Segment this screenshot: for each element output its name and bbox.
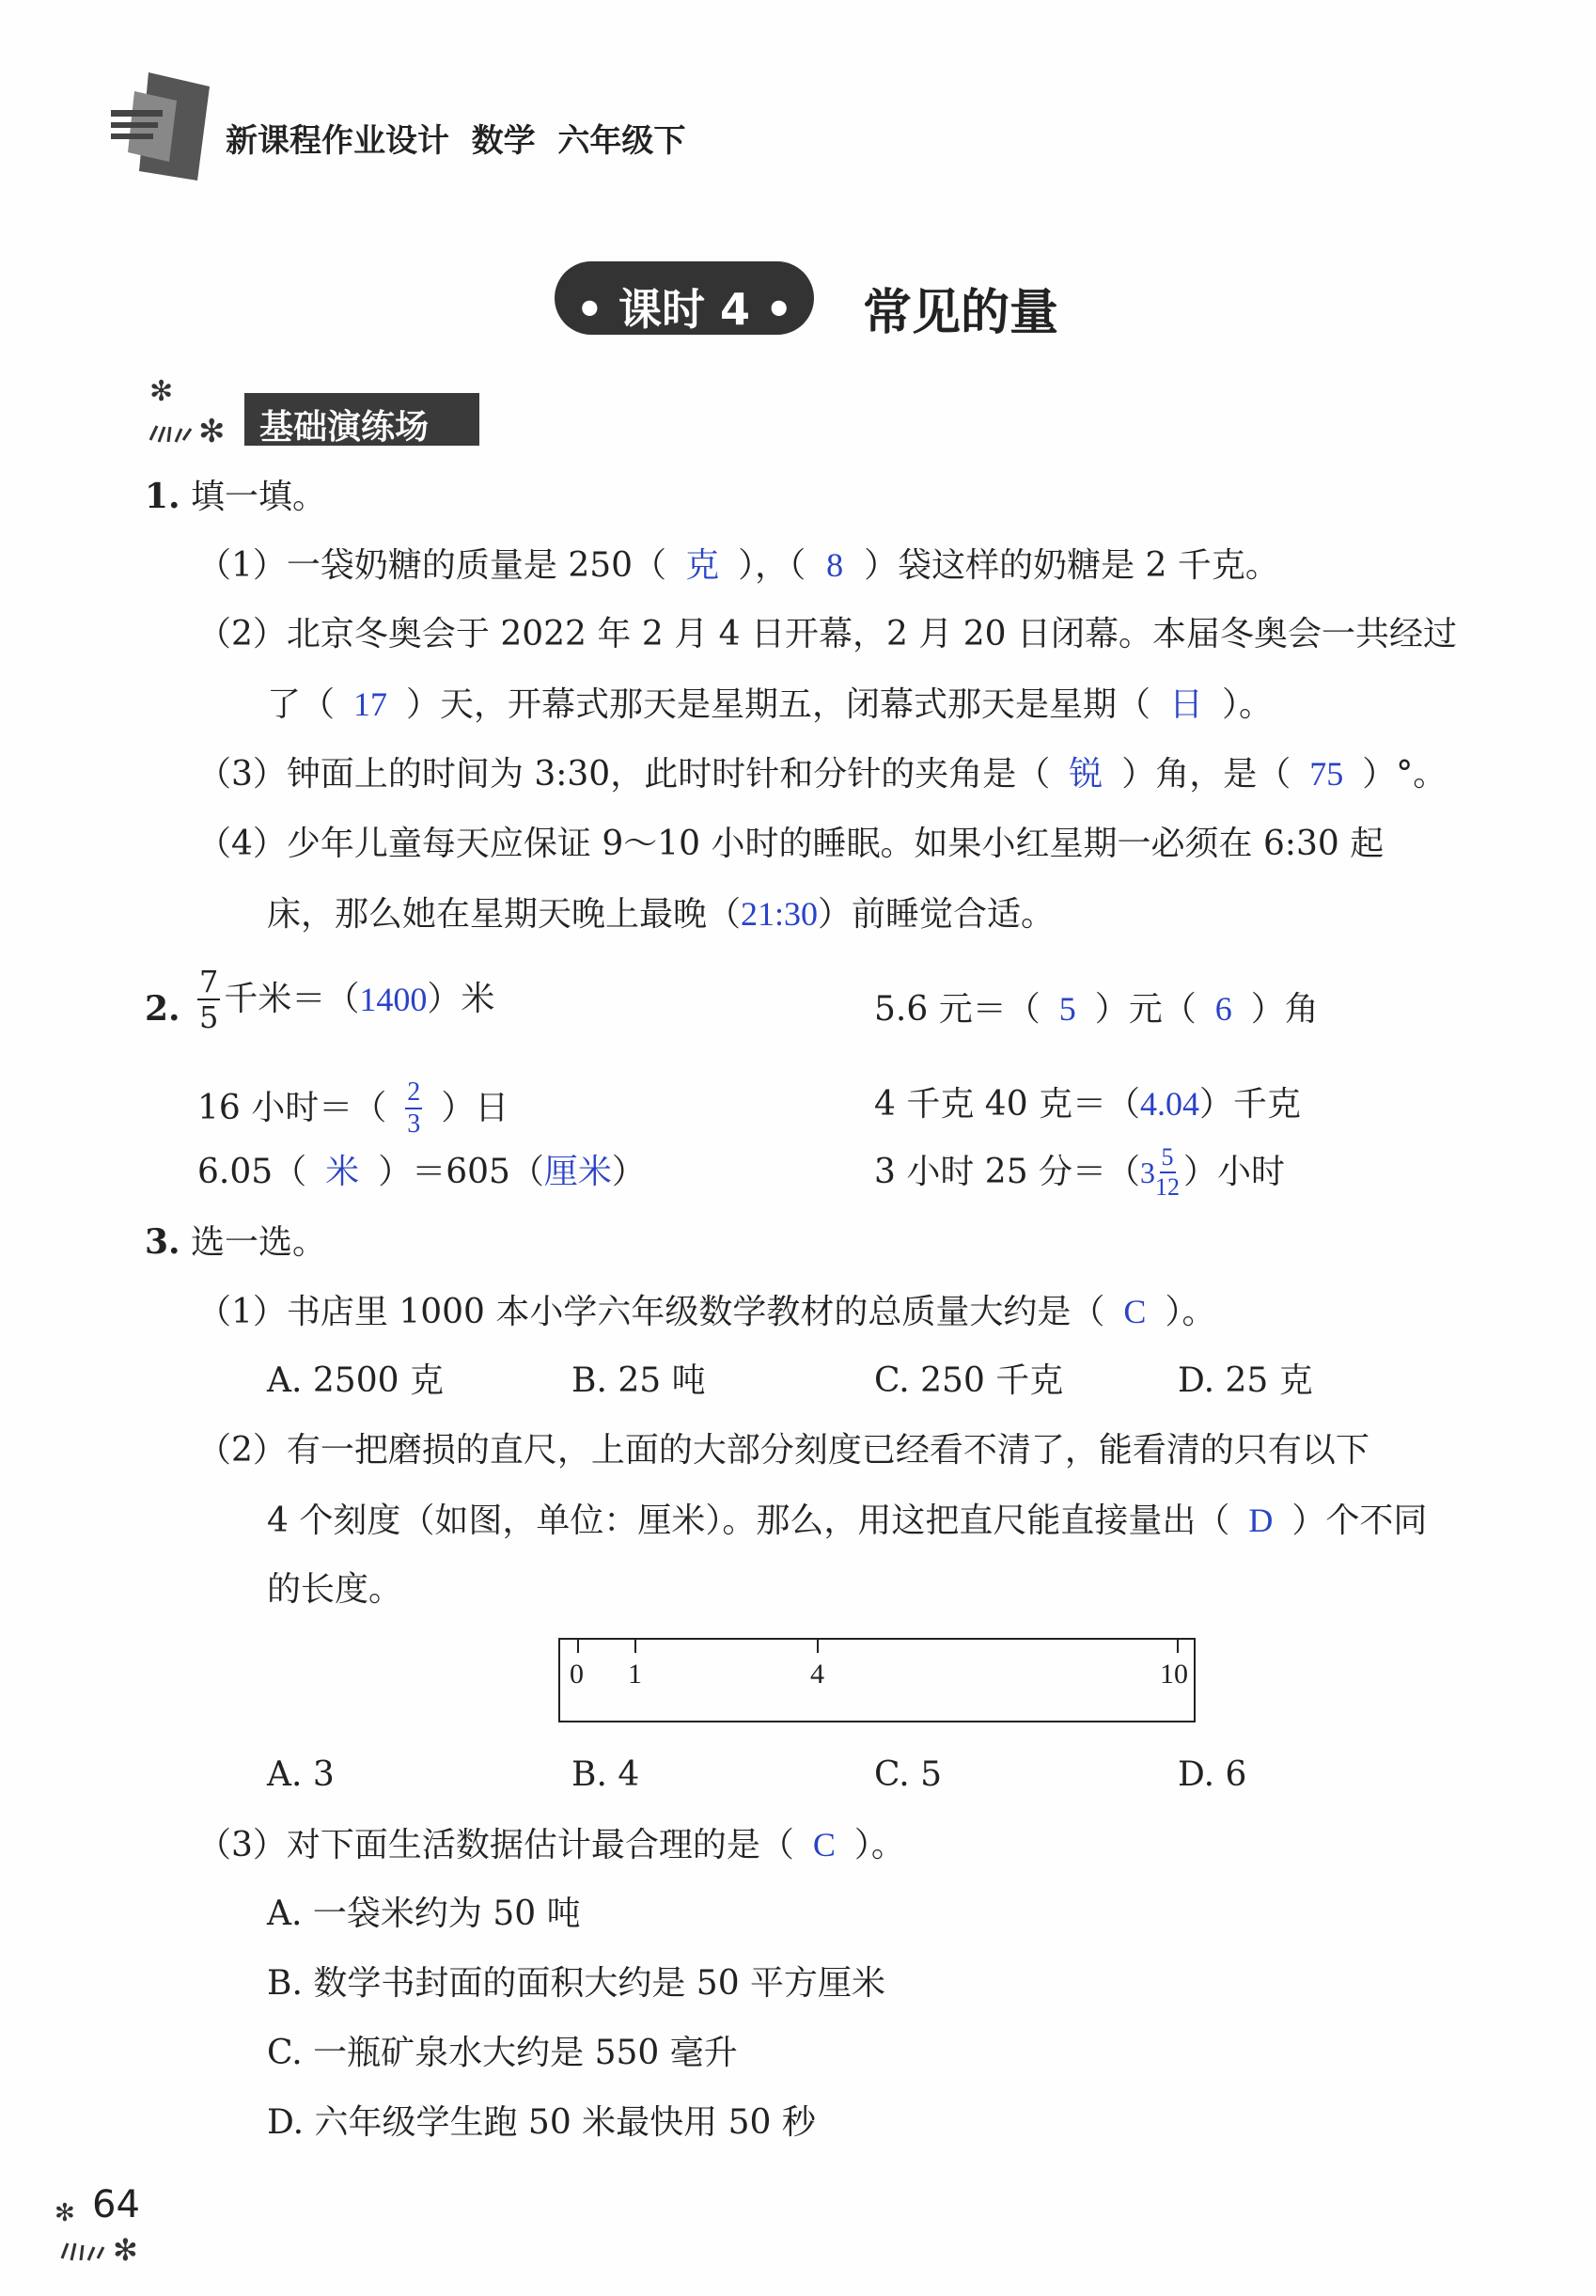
q1-p1 [197, 548, 1279, 583]
svg-text:✻: ✻ [55, 2199, 75, 2227]
denominator: 12 [1155, 1173, 1181, 1201]
fraction-answer [1155, 1145, 1180, 1200]
text: 床，那么她在星期天晚上最晚（ [267, 895, 742, 934]
svg-text:✻: ✻ [113, 2232, 138, 2266]
answer-2: 75 [1309, 755, 1344, 793]
q3-p2-option: C. 5 [874, 1755, 943, 1794]
denominator: 5 [199, 999, 219, 1035]
answer: 4.04 [1140, 1085, 1200, 1123]
q3-p1-option: A. 2500 克 [267, 1361, 444, 1400]
ruler-label: 0 [570, 1659, 584, 1690]
q3-p2-option: A. 3 [267, 1755, 335, 1794]
q3-heading [145, 1222, 327, 1262]
text: ）袋这样的奶糖是 2 千克。 [864, 546, 1279, 585]
text: 2. [145, 989, 180, 1029]
q2-c [197, 1079, 509, 1138]
answer: C [812, 1826, 836, 1864]
text: 千米＝（ [224, 980, 360, 1018]
fraction [197, 964, 220, 1035]
text: （1）一袋奶糖的质量是 250（ [197, 546, 667, 585]
q1-p3 [197, 757, 1447, 792]
text: 4 千克 40 克＝（ [874, 1085, 1141, 1124]
q3-p3-option: C. 一瓶矿泉水大约是 550 毫升 [267, 2034, 738, 2072]
q3-p1 [197, 1295, 1215, 1329]
text: （3）对下面生活数据估计最合理的是（ [197, 1826, 794, 1864]
header-title: 新课程作业设计 数学 六年级下 [226, 122, 686, 160]
text: ） [611, 1153, 646, 1191]
q2-number [145, 989, 180, 1029]
ruler-figure [558, 1638, 1196, 1722]
fraction-answer [405, 1079, 422, 1138]
text: ）日 [441, 1089, 509, 1127]
text: ）前睡觉合适。 [818, 895, 1056, 934]
ruler-tick [634, 1640, 636, 1653]
answer-whole: 3 [1140, 1156, 1156, 1189]
text: ）元（ [1094, 990, 1197, 1029]
text: （1）书店里 1000 本小学六年级数学教材的总质量大约是（ [197, 1293, 1105, 1331]
answer-1: 锐 [1069, 755, 1103, 793]
text: 3 小时 25 分＝（ [874, 1153, 1141, 1191]
answer-1: 米 [325, 1153, 360, 1190]
q3-p3 [197, 1828, 905, 1863]
text: ）。 [1222, 685, 1274, 724]
q1-title: 填一填。 [191, 478, 327, 516]
svg-text:✻: ✻ [149, 375, 174, 408]
ruler-label: 4 [810, 1659, 824, 1690]
q1-heading [145, 477, 327, 516]
q3-p1-option: C. 250 千克 [874, 1361, 1064, 1400]
q3-p2-line3: 的长度。 [267, 1570, 403, 1609]
q3-p3-option: D. 六年级学生跑 50 米最快用 50 秒 [267, 2103, 816, 2142]
denominator: 3 [407, 1109, 421, 1139]
text: ）小时 [1183, 1153, 1286, 1191]
section-label: 基础演练场 [259, 408, 430, 447]
ruler-label: 10 [1160, 1659, 1188, 1690]
page-number: 64 [92, 2183, 140, 2226]
ruler-tick [817, 1640, 819, 1653]
text: ）米 [427, 980, 495, 1018]
numerator: 2 [405, 1079, 422, 1109]
answer-1: 17 [353, 685, 388, 723]
answer-1: 5 [1058, 990, 1076, 1028]
answer-1: 克 [685, 546, 720, 584]
answer: D [1248, 1502, 1274, 1539]
answer: C [1123, 1293, 1147, 1330]
text: ），（ [738, 546, 806, 585]
text: 4 个刻度（如图，单位：厘米）。那么，用这把直尺能直接量出（ [267, 1502, 1230, 1540]
header-logo-icon [111, 68, 214, 190]
answer-2: 日 [1169, 685, 1204, 723]
answer: 1400 [359, 981, 428, 1018]
flower-icon [146, 374, 240, 449]
text: ）＝605（ [378, 1153, 544, 1191]
text: ）千克 [1199, 1085, 1302, 1124]
q3-p1-option: D. 25 克 [1178, 1361, 1313, 1400]
text: ）。 [1165, 1293, 1216, 1331]
q2-d [874, 1087, 1301, 1122]
text: 16 小时＝（ [197, 1089, 387, 1127]
answer-2: 厘米 [543, 1153, 612, 1190]
q1-number: 1. [145, 477, 180, 516]
ruler-tick [577, 1640, 579, 1653]
numerator: 5 [1160, 1145, 1176, 1173]
q3-p2-option: D. 6 [1178, 1755, 1247, 1794]
q3-number: 3. [145, 1222, 180, 1262]
text: ）天，开幕式那天是星期五，闭幕式那天是星期（ [406, 685, 1151, 724]
q2-f [874, 1145, 1285, 1200]
text: ）角 [1250, 990, 1319, 1029]
text: 5.6 元＝（ [874, 990, 1041, 1029]
q3-p2-option: B. 4 [571, 1755, 640, 1794]
q3-p1-option: B. 25 吨 [571, 1361, 706, 1400]
answer-1: 21:30 [741, 895, 819, 933]
text: ）个不同 [1291, 1502, 1428, 1540]
q3-title: 选一选。 [191, 1223, 327, 1262]
q1-p2-line1: （2）北京冬奥会于 2022 年 2 月 4 日开幕，2 月 20 日闭幕。本届冬奥会一共经过 [197, 615, 1458, 653]
q2-a [197, 964, 495, 1035]
lesson-title: 常见的量 [863, 284, 1059, 341]
q2-e [197, 1155, 646, 1189]
answer-2: 6 [1214, 990, 1232, 1028]
lesson-badge-label: • 课时 4 • [575, 284, 793, 335]
q1-p4-line1: （4）少年儿童每天应保证 9～10 小时的睡眠。如果小红星期一必须在 6:30 起 [197, 825, 1385, 863]
q1-p4-line2 [267, 897, 1055, 932]
text: （3）钟面上的时间为 3:30，此时时针和分针的夹角是（ [197, 755, 1051, 794]
text: 6.05（ [197, 1153, 307, 1191]
text: 了（ [267, 685, 336, 724]
text: ）角，是（ [1121, 755, 1291, 794]
q3-p3-option: B. 数学书封面的面积大约是 50 平方厘米 [267, 1964, 886, 2003]
q3-p2-line2 [267, 1503, 1427, 1538]
text: ）°。 [1362, 755, 1447, 794]
answer-2: 8 [826, 546, 844, 584]
svg-text:✻: ✻ [198, 413, 226, 449]
ruler-label: 1 [628, 1659, 642, 1690]
numerator: 7 [199, 964, 219, 999]
q3-p3-option: A. 一袋米约为 50 吨 [267, 1895, 581, 1933]
q3-p2-line1: （2）有一把磨损的直尺，上面的大部分刻度已经看不清了，能看清的只有以下 [197, 1431, 1369, 1470]
q2-b [874, 992, 1319, 1027]
ruler-tick [1177, 1640, 1179, 1653]
text: ）。 [853, 1826, 905, 1864]
q1-p2-line2 [267, 687, 1273, 722]
